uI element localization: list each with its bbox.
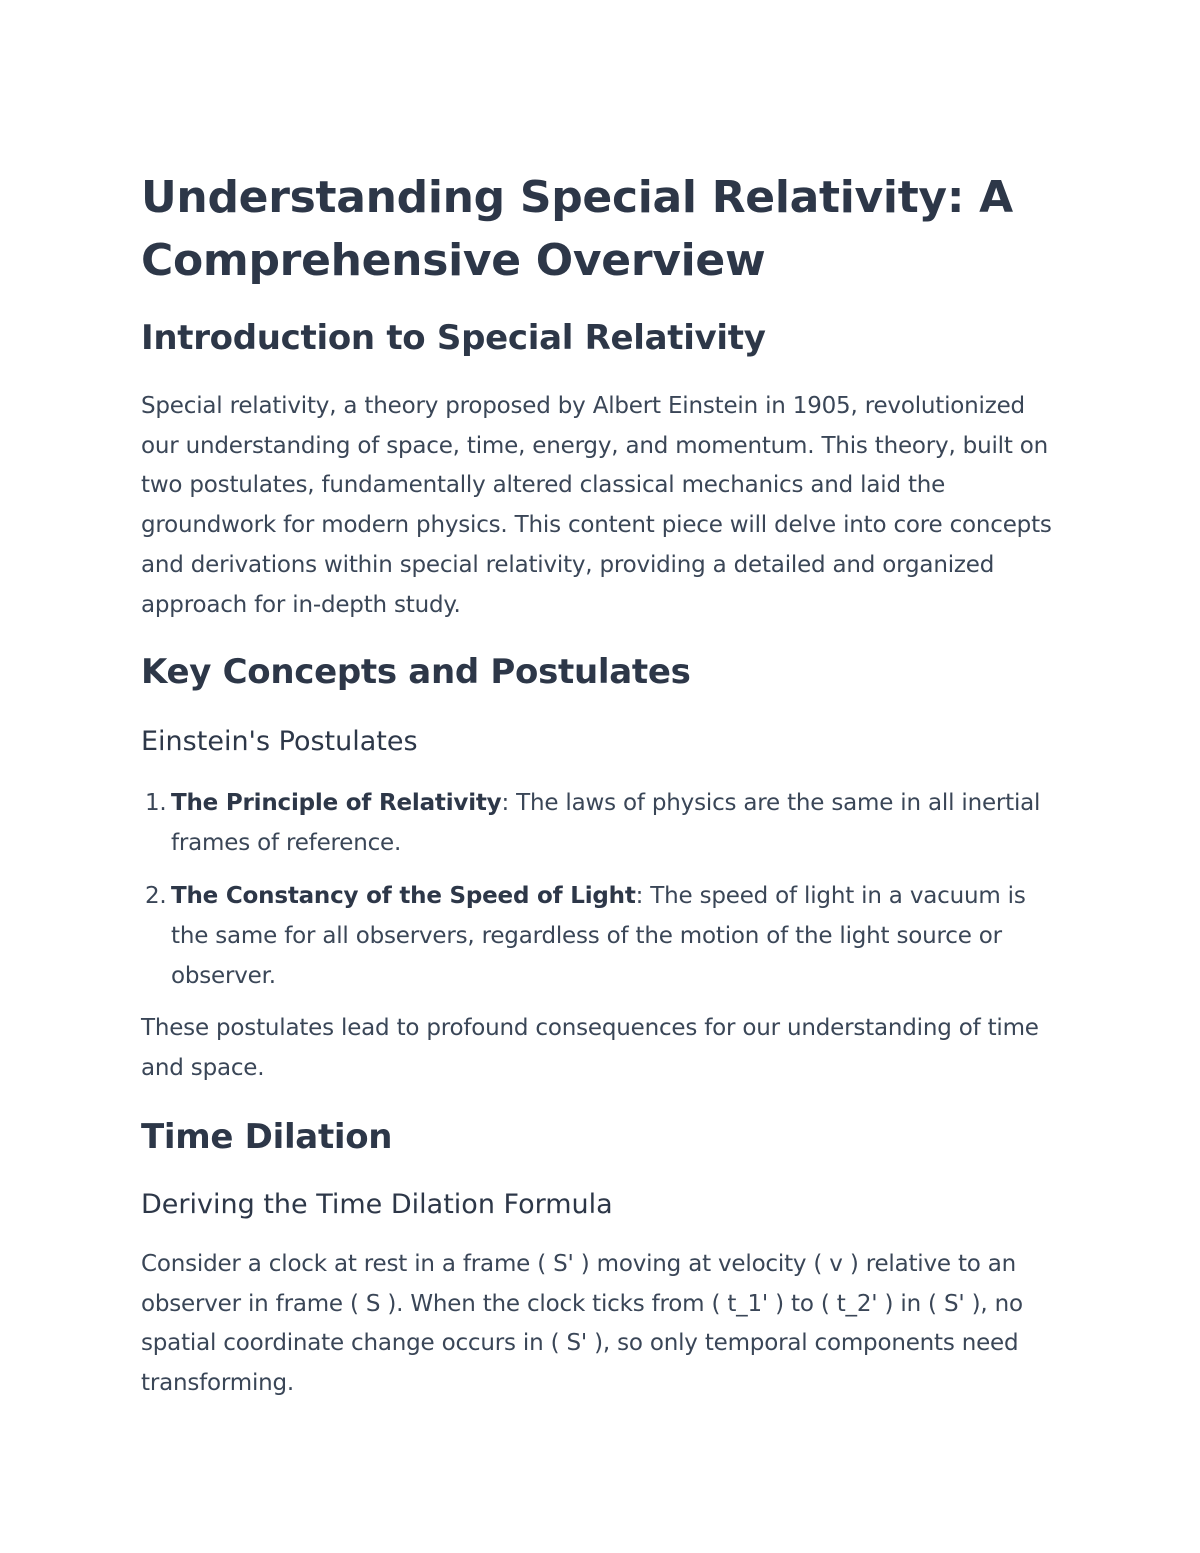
postulates-subheading: Einstein's Postulates bbox=[141, 726, 418, 757]
intro-paragraph: Special relativity, a theory proposed by Albert Einstein in 1905, revolutionized our understanding of space, time, energy, and momentum. This theory, built on two postulates, fundamentally altered classical mechanics and laid the groundwork for modern physics. This content piece will delve into core concepts and derivations within special relativity, providing a detailed and organized approach for in-depth study. bbox=[141, 393, 1052, 618]
page-title: Understanding Special Relativity: A Comprehensive Overview bbox=[141, 172, 1013, 286]
time-dilation-paragraph: Consider a clock at rest in a frame ( S' ) moving at velocity ( v ) relative to an observer in frame ( S ). When the clock ticks from ( t_1' ) to ( t_2' ) in ( S' ), no spatial coordinate change occurs in ( S' ), so only temporal components need transforming. bbox=[141, 1251, 1023, 1397]
postulate-text: : The laws of physics are the same in all inertial frames of reference. bbox=[171, 790, 1041, 856]
postulate-number: 2. bbox=[145, 883, 167, 910]
postulate-item bbox=[141, 784, 1061, 863]
postulate-number: 1. bbox=[145, 790, 167, 816]
postulates-closing-paragraph: These postulates lead to profound consequences for our understanding of time and space. bbox=[141, 1015, 1039, 1081]
postulate-item bbox=[141, 877, 1061, 996]
intro-heading: Introduction to Special Relativity bbox=[141, 318, 766, 358]
key-concepts-heading: Key Concepts and Postulates bbox=[141, 652, 691, 692]
postulate-term: The Principle of Relativity bbox=[171, 790, 502, 816]
time-dilation-heading: Time Dilation bbox=[141, 1117, 393, 1157]
time-dilation-subheading: Deriving the Time Dilation Formula bbox=[141, 1189, 613, 1220]
postulate-text: : The speed of light in a vacuum is the same for all observers, regardless of the motion of the light source or observer. bbox=[171, 883, 1026, 989]
postulates-list bbox=[141, 784, 1061, 1011]
postulate-term: The Constancy of the Speed of Light bbox=[171, 883, 636, 910]
